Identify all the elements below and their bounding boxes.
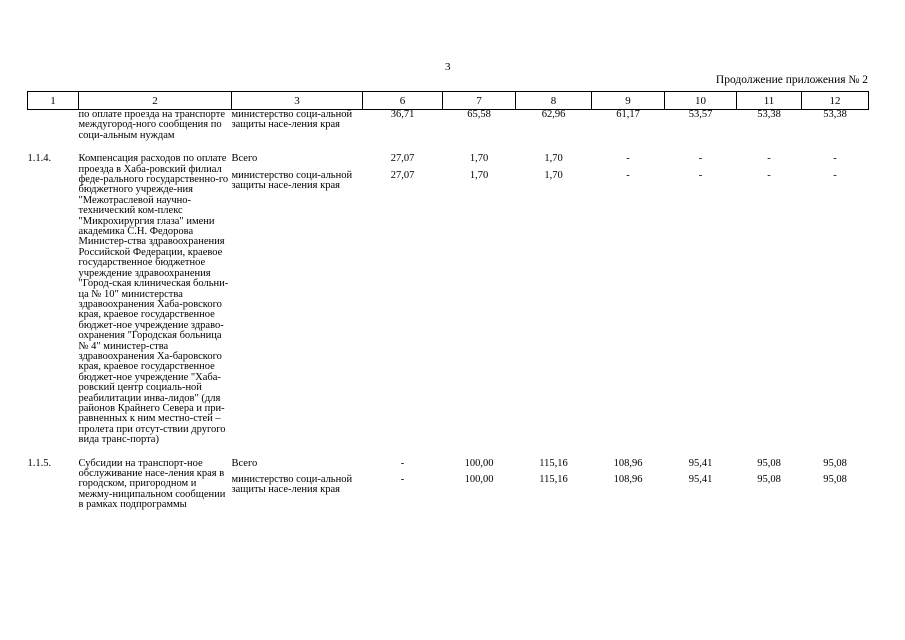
item-description: Компенсация расходов по оплате проезда в Хаба-ровский филиал феде-рального государственно-го бюджетного учрежде-ния "Межотраслевой научно-технический ком-плекс "Микрохирургия глаза" имени академика С.Н. Федорова Министер-ства здравоохранения Российской Федерации, краевое государственное бюджетное учреждение здравоохранения "Город-ская клиническая больни-ца № 10" министерства здравоохранения Хаба-ровского края, краевое государственное бюджет-ное учреждение здраво-охранения "Городская больница № 4" министер-ства здравоохранения Ха-баровского края, краевое государственное бюджет-ное учреждение "Хаба-ровский центр социаль-ной реабилитации инва-лидов" (для районов Крайнего Севера и при-равненных к ним местно-стей – пролета при отсут-ствии другого вида транс-порта) <box>78 153 229 446</box>
column-header: 10 <box>665 92 737 110</box>
column-header: 1 <box>28 92 79 110</box>
column-header: 2 <box>79 92 232 110</box>
column-header: 8 <box>516 92 592 110</box>
responsible-executor: министерство соци-альной защиты насе-ления края <box>231 169 353 192</box>
amount-cell <box>802 110 869 142</box>
amount-cell <box>443 459 516 511</box>
amount-cell <box>363 154 443 445</box>
amount-cell <box>737 110 802 142</box>
amount-cell <box>592 459 665 511</box>
amount-value: 1,70 <box>544 169 563 181</box>
amount-cell <box>516 110 592 142</box>
responsible-cell <box>232 459 363 511</box>
amount-value: 95,08 <box>823 474 847 485</box>
table-body <box>28 110 869 511</box>
responsible-cell <box>232 154 363 445</box>
amount-cell <box>802 459 869 511</box>
amount-value: - <box>767 169 771 181</box>
budget-table <box>27 91 869 511</box>
amount-value: - <box>833 169 837 181</box>
amount-value: 95,08 <box>757 457 781 469</box>
amount-cell <box>363 110 443 142</box>
responsible-executor: Всего <box>231 457 258 469</box>
amount-cell <box>665 154 737 445</box>
responsible-executor: министерство соци-альной защиты насе-ления края <box>231 474 353 496</box>
page-number: 3 <box>445 61 451 73</box>
item-number <box>28 110 79 142</box>
responsible-executor: Всего <box>231 153 258 165</box>
item-number: 1.1.5. <box>27 457 52 469</box>
amount-value: 53,38 <box>823 109 847 120</box>
column-header: 3 <box>232 92 363 110</box>
responsible-executor: министерство соци-альной защиты насе-ления края <box>231 109 353 131</box>
amount-value: - <box>698 169 703 181</box>
amount-value: 36,71 <box>390 109 415 120</box>
amount-value: 100,00 <box>464 457 494 469</box>
table-row <box>28 154 869 445</box>
amount-cell <box>592 110 665 142</box>
amount-value: 27,07 <box>390 153 415 165</box>
amount-cell <box>665 459 737 511</box>
amount-cell <box>443 154 516 445</box>
amount-value: 61,17 <box>616 109 640 120</box>
amount-value: 95,08 <box>757 474 781 485</box>
amount-cell <box>516 459 592 511</box>
amount-value: 100,00 <box>464 474 494 485</box>
amount-cell <box>737 154 802 445</box>
amount-value: 53,38 <box>757 109 781 120</box>
responsible-cell <box>232 110 363 142</box>
amount-value: - <box>833 153 837 165</box>
amount-value: 1,70 <box>544 153 563 165</box>
item-description: по оплате проезда на транспорте междугород-ного сообщения по соци-альным нуждам <box>78 109 226 141</box>
amount-value: - <box>626 153 630 165</box>
amount-value: 1,70 <box>469 169 489 181</box>
amount-value: 108,96 <box>613 474 643 485</box>
amount-value: 115,16 <box>539 474 568 485</box>
column-header: 9 <box>592 92 665 110</box>
amount-value: 95,41 <box>688 457 713 469</box>
amount-value: - <box>400 457 405 469</box>
amount-cell <box>802 154 869 445</box>
column-header: 12 <box>802 92 869 110</box>
amount-cell <box>592 154 665 445</box>
table-header-row <box>28 92 869 110</box>
amount-value: - <box>698 153 703 165</box>
amount-value: 108,96 <box>613 457 643 469</box>
amount-value: 1,70 <box>469 153 489 165</box>
amount-value: 95,08 <box>823 457 847 469</box>
appendix-continuation-label: Продолжение приложения № 2 <box>715 74 868 86</box>
amount-cell <box>443 110 516 142</box>
amount-cell <box>737 459 802 511</box>
amount-value: - <box>626 169 630 181</box>
amount-cell <box>363 459 443 511</box>
amount-cell <box>516 154 592 445</box>
table-row <box>28 110 869 142</box>
amount-value: - <box>767 153 771 165</box>
row-spacer <box>28 446 869 459</box>
item-number: 1.1.4. <box>27 153 52 165</box>
amount-value: 115,16 <box>539 457 568 469</box>
column-header: 7 <box>443 92 516 110</box>
amount-value: 53,57 <box>688 109 713 120</box>
amount-value: 62,96 <box>541 109 566 120</box>
amount-value: 95,41 <box>688 474 713 485</box>
item-description: Субсидии на транспорт-ное обслуживание насе-ления края в городском, пригородном и межму-ниципальном сообщении в рамках подпрограммы <box>78 457 226 511</box>
column-header: 6 <box>363 92 443 110</box>
row-spacer-cell <box>28 446 869 459</box>
amount-value: 27,07 <box>390 169 415 181</box>
table-row <box>28 459 869 511</box>
column-header: 11 <box>737 92 802 110</box>
amount-value: - <box>400 474 405 485</box>
amount-cell <box>665 110 737 142</box>
amount-value: 65,58 <box>467 109 491 120</box>
